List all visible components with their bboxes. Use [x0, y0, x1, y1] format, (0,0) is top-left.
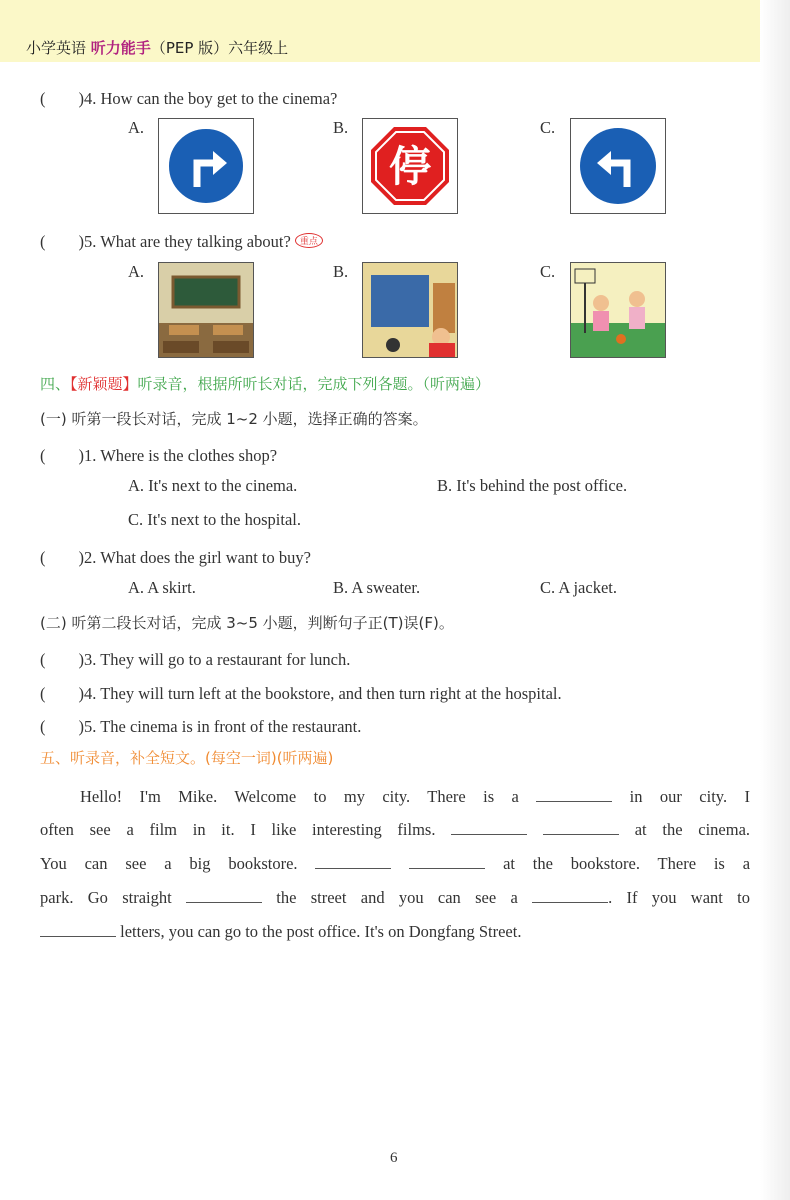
answer-blank[interactable] — [186, 888, 262, 903]
title-prefix: 小学英语 — [26, 39, 87, 57]
playground-picture — [570, 262, 666, 358]
key-point-badge: 重点 — [295, 233, 323, 248]
passage-line: often see a film in it. I like interesting films. at the cinema. — [40, 820, 751, 839]
svg-text:停: 停 — [388, 142, 432, 191]
q4-question: ( )4. How can the boy get to the cinema? — [40, 89, 338, 108]
question: ( )2. What does the girl want to buy? — [40, 548, 311, 567]
answer-blank[interactable] — [451, 820, 527, 835]
passage-line: park. Go straight the street and you can see a . If you want to — [40, 888, 751, 907]
answer-blank[interactable] — [536, 787, 612, 802]
title-brand: 听力能手 — [90, 39, 151, 57]
option-label: A. — [128, 118, 145, 137]
part-1-title: (一) 听第一段长对话，完成 1~2 小题，选择正确的答案。 — [40, 410, 428, 428]
option: B. A sweater. — [333, 578, 421, 597]
option-label: A. — [128, 262, 145, 281]
passage-line: Hello! I'm Mike. Welcome to my city. There is a in our city. I — [80, 787, 751, 806]
page-header — [0, 0, 790, 62]
turn-right-sign-icon — [158, 118, 254, 214]
option: A. A skirt. — [128, 578, 196, 597]
book-title — [26, 37, 288, 58]
question: ( )3. They will go to a restaurant for lunch. — [40, 650, 351, 669]
classroom-picture — [158, 262, 254, 358]
answer-blank[interactable] — [543, 820, 619, 835]
passage-line: You can see a big bookstore. at the bookstore. There is a — [40, 854, 751, 873]
page-number: 6 — [390, 1150, 398, 1166]
answer-blank[interactable] — [409, 854, 485, 869]
new-question-tag: 【新颖题】 — [70, 375, 138, 393]
option-label: B. — [333, 118, 349, 137]
question: ( )5. The cinema is in front of the restaurant. — [40, 717, 362, 736]
option: B. It's behind the post office. — [437, 476, 628, 495]
option-label: C. — [540, 118, 556, 137]
title-suffix: （PEP 版）六年级上 — [150, 39, 289, 57]
answer-blank[interactable] — [315, 854, 391, 869]
stop-sign-icon — [362, 118, 458, 214]
art-room-picture — [362, 262, 458, 358]
option-label: B. — [333, 262, 349, 281]
answer-blank[interactable] — [40, 922, 116, 937]
question: ( )1. Where is the clothes shop? — [40, 446, 278, 465]
option-label: C. — [540, 262, 556, 281]
part-2-title: (二) 听第二段长对话，完成 3~5 小题，判断句子正(T)误(F)。 — [40, 614, 454, 632]
section-4-heading: 四、【新颖题】听录音，根据所听长对话，完成下列各题。（听两遍） — [40, 375, 491, 393]
page-edge — [760, 0, 790, 1200]
option: A. It's next to the cinema. — [128, 476, 298, 495]
option: C. It's next to the hospital. — [128, 510, 302, 529]
turn-left-sign-icon — [570, 118, 666, 214]
option: C. A jacket. — [540, 578, 617, 597]
passage-line: letters, you can go to the post office. It's on Dongfang Street. — [40, 922, 521, 942]
answer-blank[interactable] — [532, 888, 608, 903]
section-5-heading: 五、听录音，补全短文。(每空一词)(听两遍) — [40, 749, 334, 767]
q5-question: ( )5. What are they talking about? 重点 — [40, 228, 323, 252]
question: ( )4. They will turn left at the bookstore, and then turn right at the hospital. — [40, 684, 562, 703]
